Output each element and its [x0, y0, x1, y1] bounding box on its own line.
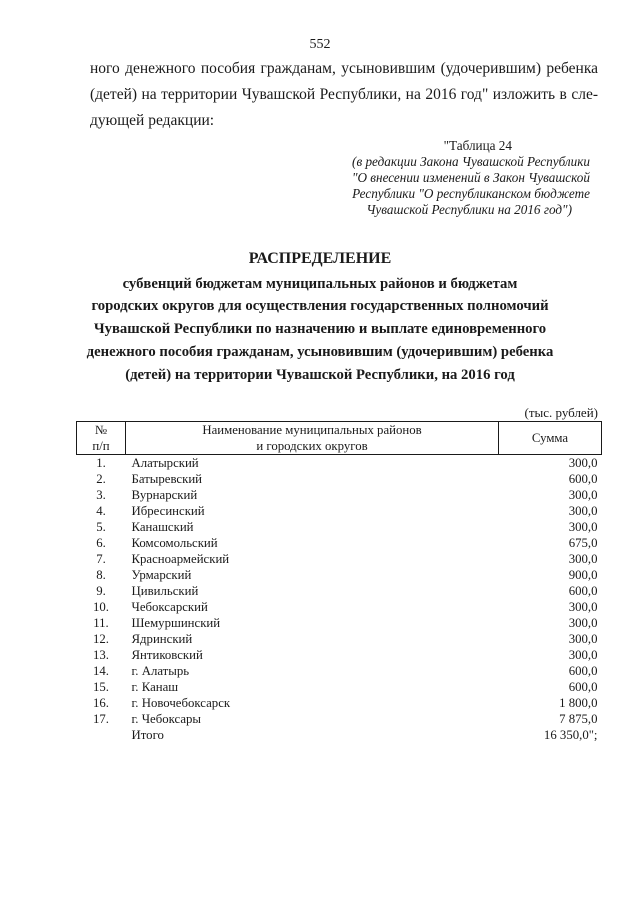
row-sum: 600,0: [568, 584, 598, 598]
header-number-line-1: №: [94, 423, 108, 437]
table-body: [77, 455, 602, 744]
row-sum: 600,0: [568, 664, 598, 678]
table-header-row: [77, 422, 602, 455]
row-number: 15.: [93, 680, 109, 694]
header-number-line-2: п/п: [92, 439, 110, 453]
table-row: [77, 631, 602, 647]
table-row: [77, 455, 602, 472]
row-name: г. Новочебоксарск: [131, 696, 231, 710]
intro-line-1: ного денежного пособия гражданам, усыновившим (удочерившим) ребенка: [90, 60, 598, 77]
row-name: Вурнарский: [131, 488, 198, 502]
table-row: [77, 487, 602, 503]
header-sum: Сумма: [499, 422, 602, 455]
row-number: 12.: [93, 632, 109, 646]
row-name: г. Алатырь: [131, 664, 190, 678]
row-sum: 300,0: [568, 632, 598, 646]
row-name: Ибресинский: [131, 504, 205, 518]
table-row: [77, 535, 602, 551]
units-label: (тыс. рублей): [524, 405, 598, 420]
total-label: Итого: [131, 728, 164, 742]
row-name: Батыревский: [131, 472, 203, 486]
row-sum: 900,0: [568, 568, 598, 582]
row-number: 5.: [96, 520, 106, 534]
total-row: [77, 727, 602, 743]
page-number: 552: [309, 37, 331, 52]
row-name: Канашский: [131, 520, 194, 534]
row-sum: 300,0: [568, 504, 598, 518]
table-row: [77, 615, 602, 631]
row-number: 17.: [93, 712, 109, 726]
total-number-cell: [77, 727, 126, 743]
row-name: Шемуршинский: [131, 616, 221, 630]
table-row: [77, 551, 602, 567]
table-row: [77, 679, 602, 695]
row-number: 10.: [93, 600, 109, 614]
header-number: [77, 422, 126, 455]
table-row: [77, 503, 602, 519]
row-number: 8.: [96, 568, 106, 582]
row-number: 9.: [96, 584, 106, 598]
table-row: [77, 663, 602, 679]
heading-title: РАСПРЕДЕЛЕНИЕ: [248, 250, 392, 267]
row-name: Цивильский: [131, 584, 199, 598]
distribution-table: [76, 421, 602, 743]
reference-line-1: (в редакции Закона Чувашской Республики: [352, 154, 590, 169]
heading-subtitle-5: (детей) на территории Чувашской Республики, на 2016 год: [125, 367, 515, 383]
table-row: [77, 695, 602, 711]
total-sum: 16 350,0";: [543, 728, 598, 742]
row-sum: 300,0: [568, 488, 598, 502]
row-number: 4.: [96, 504, 106, 518]
row-name: Чебоксарский: [131, 600, 208, 614]
reference-line-2: "О внесении изменений в Закон Чувашской: [351, 170, 590, 185]
row-name: г. Чебоксары: [131, 712, 202, 726]
heading-subtitle-3: Чувашской Республики по назначению и выплате единовременного: [93, 321, 547, 337]
table-row: [77, 647, 602, 663]
row-number: 2.: [96, 472, 106, 486]
header-name-line-2: и городских округов: [256, 439, 368, 453]
row-sum: 7 875,0: [559, 712, 598, 726]
row-name: Урмарский: [131, 568, 192, 582]
header-name-line-1: Наименование муниципальных районов: [202, 423, 422, 437]
table-label: "Таблица 24: [443, 138, 512, 153]
table-row: [77, 519, 602, 535]
heading-subtitle-4: денежного пособия гражданам, усыновившим (удочерившим) ребенка: [86, 344, 554, 360]
row-number: 13.: [93, 648, 109, 662]
table-row: [77, 471, 602, 487]
row-name: Красноармейский: [131, 552, 230, 566]
row-name: Комсомольский: [131, 536, 218, 550]
reference-line-4: Чувашской Республики на 2016 год"): [366, 202, 572, 217]
row-number: 11.: [93, 616, 109, 630]
header-name: [126, 422, 499, 455]
row-name: Ядринский: [131, 632, 193, 646]
row-sum: 1 800,0: [559, 696, 598, 710]
row-name: Алатырский: [131, 456, 199, 470]
row-number: 3.: [96, 488, 106, 502]
heading-subtitle-1: субвенций бюджетам муниципальных районов и бюджетам: [122, 276, 518, 292]
row-sum: 300,0: [568, 552, 598, 566]
row-name: Янтиковский: [131, 648, 203, 662]
row-name: г. Канаш: [131, 680, 179, 694]
heading-subtitle-2: городских округов для осуществления государственных полномочий: [91, 298, 549, 314]
row-sum: 300,0: [568, 648, 598, 662]
row-sum: 300,0: [568, 456, 598, 470]
table-row: [77, 599, 602, 615]
row-number: 16.: [93, 696, 109, 710]
table-row: [77, 711, 602, 727]
row-number: 7.: [96, 552, 106, 566]
row-number: 6.: [96, 536, 106, 550]
row-sum: 600,0: [568, 680, 598, 694]
row-sum: 300,0: [568, 616, 598, 630]
intro-line-2: (детей) на территории Чувашской Республики, на 2016 год" изложить в сле-: [90, 86, 598, 103]
intro-line-3: дующей редакции:: [90, 112, 215, 129]
row-sum: 300,0: [568, 600, 598, 614]
row-sum: 300,0: [568, 520, 598, 534]
row-number: 1.: [96, 456, 106, 470]
table-row: [77, 583, 602, 599]
row-sum: 675,0: [568, 536, 598, 550]
row-number: 14.: [93, 664, 109, 678]
table-row: [77, 567, 602, 583]
reference-line-3: Республики "О республиканском бюджете: [352, 186, 590, 201]
row-sum: 600,0: [568, 472, 598, 486]
